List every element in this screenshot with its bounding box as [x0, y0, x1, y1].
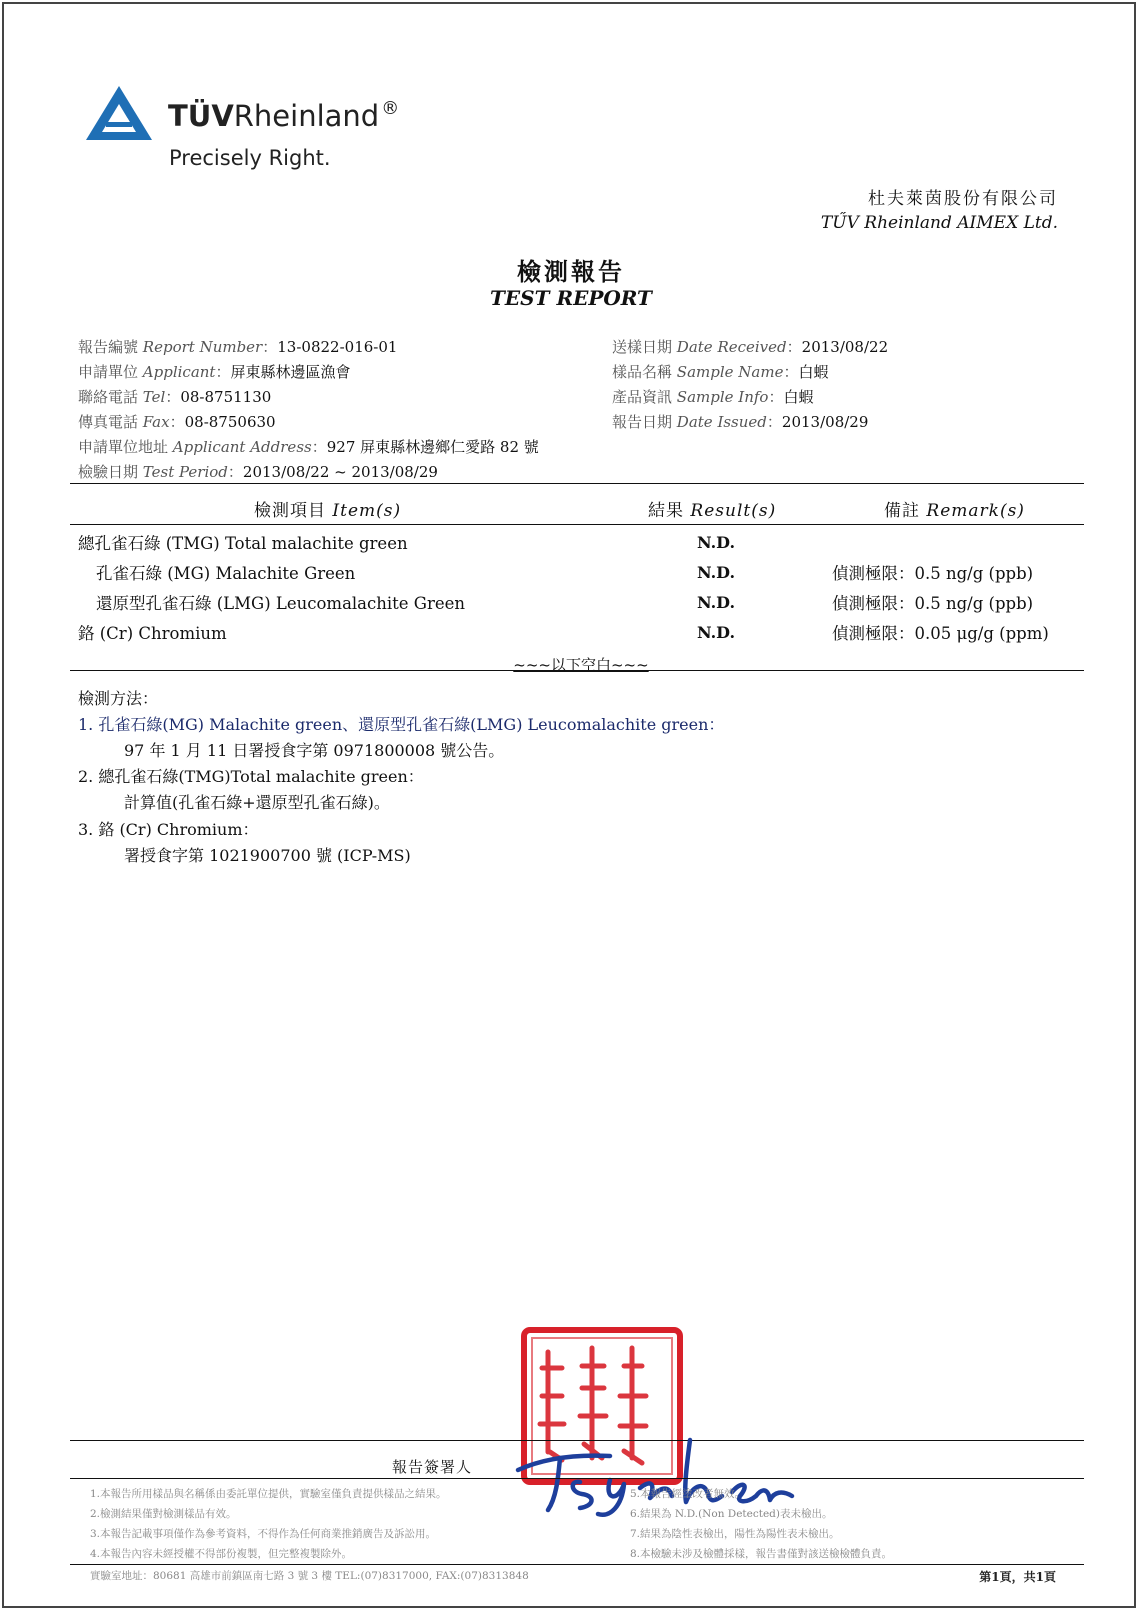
table-bottom-rule	[70, 670, 1084, 671]
info-sample-name: 樣品名稱 Sample Name：白蝦	[612, 363, 829, 381]
header-item: 檢測項目 Item(s)	[254, 501, 402, 521]
methods-heading: 檢測方法：	[78, 689, 159, 708]
header-remark: 備註 Remark(s)	[884, 501, 1025, 521]
table-row-result: N.D.	[697, 563, 736, 582]
table-row-result: N.D.	[697, 623, 736, 642]
footer-top-rule	[70, 1478, 1084, 1479]
signer-label: 報告簽署人	[392, 1458, 473, 1476]
table-row-remark: 偵測極限：0.5 ng/g (ppb)	[832, 594, 1034, 613]
table-top-rule	[70, 483, 1084, 484]
info-tel: 聯絡電話 Tel：08-8751130	[78, 388, 272, 406]
info-date-received: 送樣日期 Date Received：2013/08/22	[612, 338, 889, 356]
table-header-rule	[70, 524, 1084, 525]
handwritten-signature	[500, 1410, 800, 1520]
method-item-line: 3. 鉻 (Cr) Chromium：	[78, 820, 259, 839]
report-title-en: TEST REPORT	[490, 286, 652, 310]
table-row-item: 鉻 (Cr) Chromium	[78, 624, 227, 643]
brand-name: TÜVRheinland ®	[168, 98, 400, 133]
table-row-remark: 偵測極限：0.05 μg/g (ppm)	[832, 624, 1049, 643]
table-row-item: 孔雀石綠 (MG) Malachite Green	[96, 564, 356, 583]
brand-tagline: Precisely Right.	[169, 146, 331, 170]
footer-note: 7.結果為陰性表檢出，陽性為陽性表未檢出。	[630, 1528, 840, 1540]
table-row-remark: 偵測極限：0.5 ng/g (ppb)	[832, 564, 1034, 583]
end-of-table-mark: ~~~以下空白~~~	[513, 656, 649, 674]
footer-note: 3.本報告記載事項僅作為參考資料，不得作為任何商業推銷廣告及訴訟用。	[90, 1528, 437, 1540]
info-applicant-address: 申請單位地址 Applicant Address：927 屏東縣林邊鄉仁愛路 82 號	[78, 438, 539, 456]
footer-note: 4.本報告內容未經授權不得部份複製，但完整複製除外。	[90, 1548, 353, 1560]
method-item-line: 1. 孔雀石綠(MG) Malachite green、還原型孔雀石綠(LMG) Leucomalachite green：	[78, 715, 725, 734]
info-fax: 傳真電話 Fax：08-8750630	[78, 413, 276, 431]
footer-bottom-rule	[70, 1564, 1084, 1565]
table-row-result: N.D.	[697, 593, 736, 612]
company-name-en: TŰV Rheinland AIMEX Ltd.	[820, 213, 1058, 233]
method-item-detail: 計算值(孔雀石綠+還原型孔雀石綠)。	[124, 793, 390, 812]
info-applicant: 申請單位 Applicant：屏東縣林邊區漁會	[78, 363, 351, 381]
method-item-line: 2. 總孔雀石綠(TMG)Total malachite green：	[78, 767, 424, 786]
tuv-triangle-logo	[84, 84, 154, 142]
company-name-zh: 杜夫萊茵股份有限公司	[868, 189, 1058, 209]
page-number: 第1頁，共1頁	[979, 1570, 1056, 1584]
footer-note: 2.檢測結果僅對檢測樣品有效。	[90, 1508, 237, 1520]
method-item-detail: 署授食字第 1021900700 號 (ICP-MS)	[124, 846, 411, 865]
report-title-zh: 檢測報告	[517, 257, 625, 286]
method-item-detail: 97 年 1 月 11 日署授食字第 0971800008 號公告。	[124, 741, 505, 760]
footer-note: 6.結果為 N.D.(Non Detected)表未檢出。	[630, 1508, 833, 1520]
footer-note: 8.本檢驗未涉及檢體採樣，報告書僅對該送檢檢體負責。	[630, 1548, 893, 1560]
table-row-item: 總孔雀石綠 (TMG) Total malachite green	[78, 534, 408, 553]
info-test-period: 檢驗日期 Test Period：2013/08/22 ~ 2013/08/29	[78, 463, 438, 481]
footer-note: 5.本報告經塗改者無效。	[630, 1488, 746, 1500]
lab-address: 實驗室地址：80681 高雄市前鎮區南七路 3 號 3 樓 TEL:(07)8317000, FAX:(07)8313848	[90, 1570, 529, 1582]
info-report-number: 報告編號 Report Number：13-0822-016-01	[78, 338, 398, 356]
table-row-result: N.D.	[697, 533, 736, 552]
footer-note: 1.本報告所用樣品與名稱係由委託單位提供，實驗室僅負責提供樣品之結果。	[90, 1488, 447, 1500]
info-date-issued: 報告日期 Date Issued：2013/08/29	[612, 413, 869, 431]
table-row-item: 還原型孔雀石綠 (LMG) Leucomalachite Green	[96, 594, 466, 613]
info-sample-info: 產品資訊 Sample Info：白蝦	[612, 388, 814, 406]
header-result: 結果 Result(s)	[648, 501, 777, 521]
